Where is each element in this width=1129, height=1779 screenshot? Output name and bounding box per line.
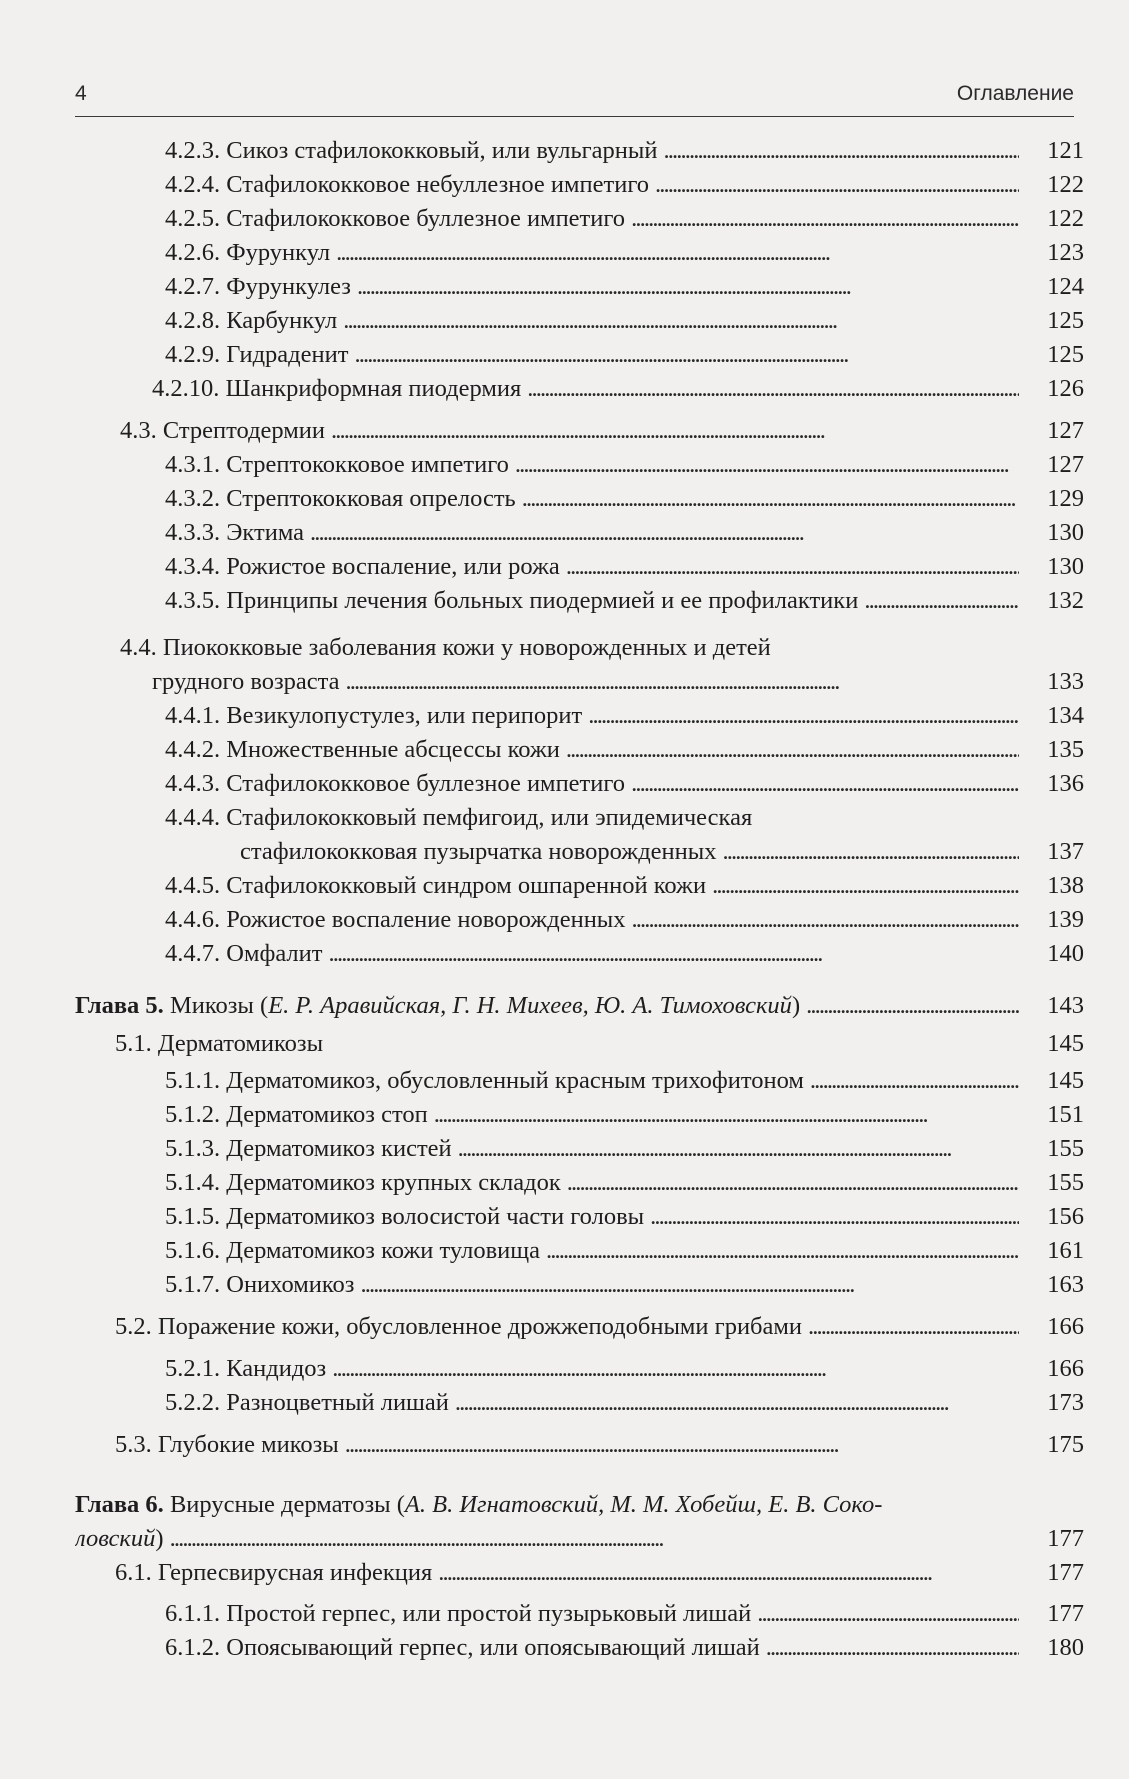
- toc-entry-label: 5.1.6. Дерматомикоз кожи туловища: [165, 1237, 541, 1264]
- toc-chapter-line1: Глава 6. Вирусные дерматозы (А. В. Игнатовский, М. М. Хобейш, Е. В. Соко-: [75, 1491, 883, 1518]
- running-title: Оглавление: [956, 82, 1074, 105]
- toc-entry-label: грудного возраста: [152, 668, 340, 695]
- toc-entry: [0, 665, 1129, 699]
- toc-entry-page: 140: [1047, 940, 1084, 967]
- toc-entry-page: 133: [1047, 668, 1084, 695]
- toc-entry-page: 138: [1047, 872, 1084, 899]
- toc-entry-page: 132: [1047, 587, 1084, 614]
- toc-entry-label: 4.4.4. Стафилококковый пемфигоид, или эпидемическая: [165, 804, 753, 831]
- toc-entry-page: 124: [1047, 273, 1084, 300]
- toc-entry-line1: [0, 801, 1129, 835]
- toc-entry-label: 5.1.3. Дерматомикоз кистей: [165, 1135, 452, 1162]
- toc-entry-page: 122: [1047, 205, 1084, 232]
- toc-entry: [0, 1428, 1129, 1462]
- toc-entry: [0, 733, 1129, 767]
- toc-entry: [0, 1631, 1129, 1665]
- toc-entry-label: 4.3.2. Стрептококковая опрелость: [165, 485, 516, 512]
- toc-entry: [0, 448, 1129, 482]
- toc-entry-label: 4.4. Пиококковые заболевания кожи у новорожденных и детей: [120, 634, 771, 661]
- toc-entry-page: 121: [1047, 137, 1084, 164]
- toc-entry-page: 135: [1047, 736, 1084, 763]
- toc-entry: [0, 903, 1129, 937]
- toc-entry: [0, 134, 1129, 168]
- toc-entry: [0, 372, 1129, 406]
- toc-entry-page: 177: [1047, 1600, 1084, 1627]
- toc-entry-label: 4.2.8. Карбункул: [165, 307, 338, 334]
- toc-entry: [0, 338, 1129, 372]
- toc-entry-page: 130: [1047, 519, 1084, 546]
- toc-entry-label: 4.3.5. Принципы лечения больных пиодермией и ее профилактики: [165, 587, 859, 614]
- toc-entry-label: Микозы: [169, 992, 254, 1019]
- toc-entry-label: 4.3.4. Рожистое воспаление, или рожа: [165, 553, 560, 580]
- chapter-authors: А. В. Игнатовский, М. М. Хобейш, Е. В. Соко-: [404, 1491, 883, 1518]
- toc-entry: [0, 1200, 1129, 1234]
- toc-entry-page: 129: [1047, 485, 1084, 512]
- toc-entry-page: 166: [1047, 1355, 1084, 1382]
- toc-entry: [0, 584, 1129, 618]
- toc-entry-page: 139: [1047, 906, 1084, 933]
- toc-entry-page: 177: [1047, 1525, 1084, 1552]
- toc-entry: [0, 1064, 1129, 1098]
- toc-entry: [0, 168, 1129, 202]
- toc-entry-page: 125: [1047, 341, 1084, 368]
- toc-entry-page: 177: [1047, 1559, 1084, 1586]
- toc-entry-label: 4.2.5. Стафилококковое буллезное импетиго: [165, 205, 626, 232]
- toc-entry: [0, 550, 1129, 584]
- chapter-authors: ловский: [75, 1525, 156, 1552]
- toc-entry-label: 5.1.2. Дерматомикоз стоп: [165, 1101, 428, 1128]
- toc-entry-page: 122: [1047, 171, 1084, 198]
- toc-entry: [0, 1386, 1129, 1420]
- toc-entry-page: 137: [1047, 838, 1084, 865]
- toc-entry-page: 145: [1047, 1067, 1084, 1094]
- toc-entry-page: 166: [1047, 1313, 1084, 1340]
- toc-entry-page: 130: [1047, 553, 1084, 580]
- toc-entry-label: 6.1.1. Простой герпес, или простой пузырьковый лишай: [165, 1600, 752, 1627]
- toc-entry-label: 5.1.1. Дерматомикоз, обусловленный красным трихофитоном: [165, 1067, 804, 1094]
- chapter-number: Глава 5.: [75, 992, 164, 1019]
- toc-entry-page: 143: [1047, 992, 1084, 1019]
- toc-entry: [0, 1166, 1129, 1200]
- toc-entry: [0, 1597, 1129, 1631]
- toc-entry: [0, 202, 1129, 236]
- toc-entry-label: 4.2.6. Фурункул: [165, 239, 331, 266]
- toc-entry-page: 173: [1047, 1389, 1084, 1416]
- toc-entry-label: Вирусные дерматозы: [169, 1491, 391, 1518]
- toc-entry-label: 5.3. Глубокие микозы: [115, 1431, 339, 1458]
- toc-entry-page: 175: [1047, 1431, 1084, 1458]
- toc-entry-label: 4.3.1. Стрептококковое импетиго: [165, 451, 509, 478]
- toc-entry: [0, 1352, 1129, 1386]
- chapter-number: Глава 6.: [75, 1491, 164, 1518]
- toc-entry: [0, 937, 1129, 971]
- toc-entry: [0, 236, 1129, 270]
- toc-entry: [0, 835, 1129, 869]
- toc-entry-label: стафилококковая пузырчатка новорожденных: [240, 838, 717, 865]
- toc-entry: [0, 270, 1129, 304]
- toc-entry-label: 4.3. Стрептодермии: [120, 417, 326, 444]
- toc-entry-page: 155: [1047, 1169, 1084, 1196]
- toc-entry: [0, 1234, 1129, 1268]
- toc-entry-page: 125: [1047, 307, 1084, 334]
- toc-entry-page: 163: [1047, 1271, 1084, 1298]
- toc-entry-label: 5.1. Дерматомикозы: [115, 1030, 324, 1057]
- toc-chapter: Глава 5. Микозы (Е. Р. Аравийская, Г. Н. Михеев, Ю. А. Тимоховский) . . . 143: [0, 989, 1129, 1023]
- toc-entry-label: 4.4.5. Стафилококковый синдром ошпаренной кожи: [165, 872, 707, 899]
- toc-entry-page: 134: [1047, 702, 1084, 729]
- toc-entry-label: 4.4.2. Множественные абсцессы кожи: [165, 736, 560, 763]
- toc-entry-label: 4.4.1. Везикулопустулез, или перипорит: [165, 702, 583, 729]
- toc-entry: [0, 1132, 1129, 1166]
- toc-entry-label: 4.4.7. Омфалит: [165, 940, 323, 967]
- toc-entry: [0, 1310, 1129, 1344]
- toc-entry: [0, 414, 1129, 448]
- toc-entry-label: 4.2.7. Фурункулез: [165, 273, 351, 300]
- toc-entry-label: 5.1.4. Дерматомикоз крупных складок: [165, 1169, 561, 1196]
- chapter-authors: Е. Р. Аравийская, Г. Н. Михеев, Ю. А. Тимоховский: [268, 992, 792, 1019]
- toc-entry-label: 4.4.6. Рожистое воспаление новорожденных: [165, 906, 626, 933]
- toc-entry-page: 156: [1047, 1203, 1084, 1230]
- toc-entry: [0, 516, 1129, 550]
- toc-entry-page: 180: [1047, 1634, 1084, 1661]
- toc-entry-page: 161: [1047, 1237, 1084, 1264]
- toc-entry-label: 4.2.10. Шанкриформная пиодермия: [152, 375, 522, 402]
- toc-entry: [0, 304, 1129, 338]
- toc-entry-page: 145: [1047, 1030, 1084, 1057]
- toc-entry: [0, 699, 1129, 733]
- toc-entry: [0, 1098, 1129, 1132]
- toc-entry-label: 4.2.3. Сикоз стафилококковый, или вульгарный: [165, 137, 658, 164]
- toc-entry-label: 6.1.2. Опоясывающий герпес, или опоясывающий лишай: [165, 1634, 760, 1661]
- toc-entry-page: 136: [1047, 770, 1084, 797]
- toc-entry-page: 155: [1047, 1135, 1084, 1162]
- toc-entry-label: 4.4.3. Стафилококковое буллезное импетиго: [165, 770, 626, 797]
- toc-entry-line1: [0, 631, 1129, 665]
- toc-entry: [0, 767, 1129, 801]
- toc-entry-label: 5.2.2. Разноцветный лишай: [165, 1389, 449, 1416]
- toc-entry: [0, 1027, 1129, 1061]
- toc-entry-page: 127: [1047, 451, 1084, 478]
- toc-entry-label: 5.1.7. Онихомикоз: [165, 1271, 355, 1298]
- toc-entry-label: 5.2.1. Кандидоз: [165, 1355, 327, 1382]
- page-number: 4: [75, 82, 87, 105]
- toc-entry-label: 5.1.5. Дерматомикоз волосистой части головы: [165, 1203, 645, 1230]
- toc-entry-page: 127: [1047, 417, 1084, 444]
- toc-entry-page: 123: [1047, 239, 1084, 266]
- toc-entry-label: 4.2.4. Стафилококковое небуллезное импетиго: [165, 171, 650, 198]
- toc-entry-page: 126: [1047, 375, 1084, 402]
- toc-entry: [0, 482, 1129, 516]
- toc-entry: [0, 869, 1129, 903]
- toc-entry: [0, 1268, 1129, 1302]
- toc-entry-label: 4.3.3. Эктима: [165, 519, 305, 546]
- toc-entry: [0, 1556, 1129, 1590]
- toc-entry-label: 5.2. Поражение кожи, обусловленное дрожжеподобными грибами: [115, 1313, 803, 1340]
- toc-entry-label: 6.1. Герпесвирусная инфекция: [115, 1559, 433, 1586]
- toc-entry-page: 151: [1047, 1101, 1084, 1128]
- toc-entry-label: 4.2.9. Гидраденит: [165, 341, 349, 368]
- toc-chapter: ловский) . . . 177: [0, 1522, 1129, 1556]
